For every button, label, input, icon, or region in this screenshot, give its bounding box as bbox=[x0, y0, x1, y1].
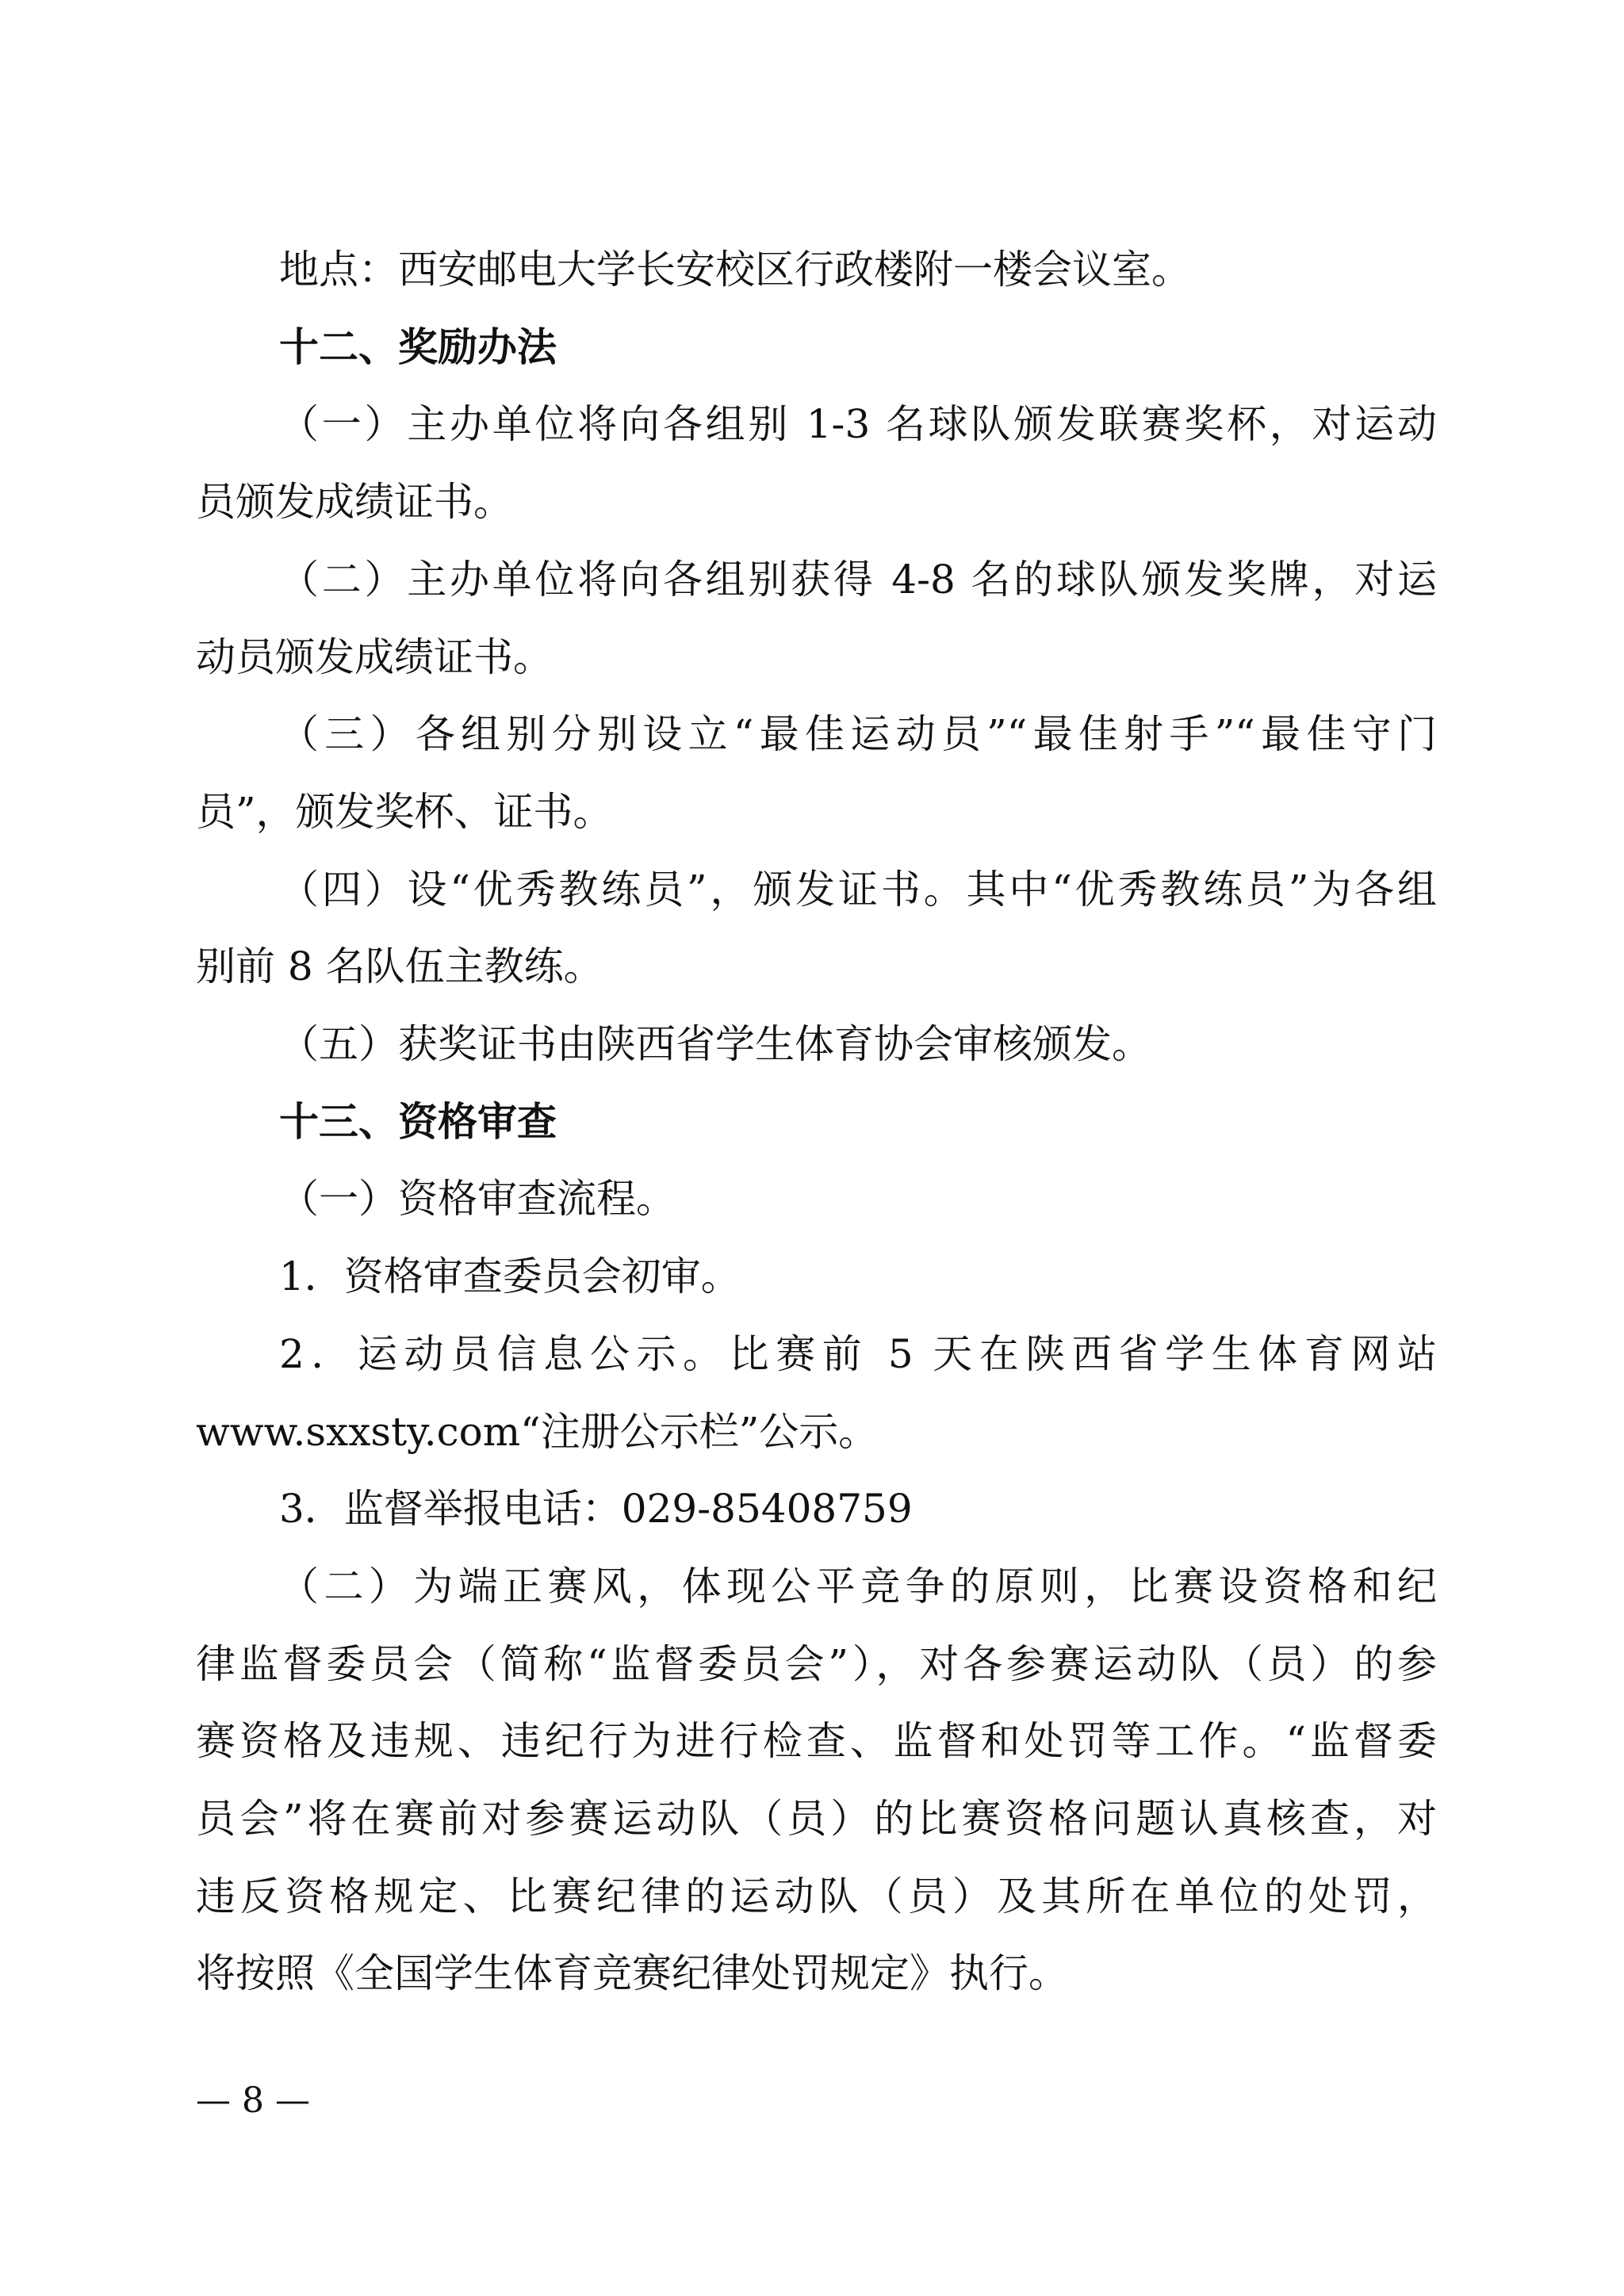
section-heading-awards bbox=[196, 309, 1437, 387]
text-line: 员”，颁发奖杯、证书。 bbox=[196, 788, 613, 835]
eligibility-step-2 bbox=[196, 1316, 1437, 1471]
heading-text: 十三、资格审查 bbox=[279, 1098, 557, 1145]
section-heading-eligibility bbox=[196, 1084, 1437, 1161]
awards-item-3 bbox=[196, 696, 1437, 851]
heading-text: 十二、奖励办法 bbox=[279, 323, 557, 370]
text-line: 1．资格审查委员会初审。 bbox=[279, 1253, 741, 1300]
text-line: 地点：西安邮电大学长安校区行政楼附一楼会议室。 bbox=[279, 247, 1191, 293]
text-line: 员颁发成绩证书。 bbox=[196, 479, 513, 526]
text-line: （一）资格审查流程。 bbox=[279, 1176, 676, 1223]
awards-item-2 bbox=[196, 541, 1437, 696]
eligibility-step-3 bbox=[196, 1471, 1437, 1548]
text-line: （四）设“优秀教练员”，颁发证书。其中“优秀教练员”为各组 bbox=[279, 866, 1437, 913]
text-line: 3．监督举报电话：029-85408759 bbox=[279, 1486, 913, 1533]
awards-item-4 bbox=[196, 851, 1437, 1006]
eligibility-item-2 bbox=[196, 1548, 1437, 2013]
text-line: 律监督委员会（简称“监督委员会”），对各参赛运动队（员）的参 bbox=[196, 1640, 1437, 1687]
text-line: 赛资格及违规、违纪行为进行检查、监督和处罚等工作。“监督委 bbox=[196, 1718, 1437, 1765]
text-line: （一）主办单位将向各组别 1-3 名球队颁发联赛奖杯，对运动 bbox=[279, 401, 1437, 448]
text-line: 违反资格规定、比赛纪律的运动队（员）及其所在单位的处罚， bbox=[196, 1873, 1437, 1919]
text-line: （五）获奖证书由陕西省学生体育协会审核颁发。 bbox=[279, 1021, 1151, 1068]
page-number: — 8 — bbox=[196, 2080, 310, 2121]
text-line: 2．运动员信息公示。比赛前 5 天在陕西省学生体育网站 bbox=[279, 1330, 1437, 1377]
text-line: 员会”将在赛前对参赛运动队（员）的比赛资格问题认真核查，对 bbox=[196, 1796, 1437, 1843]
text-line: 别前 8 名队伍主教练。 bbox=[196, 943, 603, 990]
venue-line bbox=[196, 232, 1437, 309]
text-line: （二）为端正赛风，体现公平竞争的原则，比赛设资格和纪 bbox=[279, 1563, 1437, 1609]
text-line: （二）主办单位将向各组别获得 4-8 名的球队颁发奖牌，对运 bbox=[279, 556, 1437, 603]
text-line: 将按照《全国学生体育竞赛纪律处罚规定》执行。 bbox=[196, 1950, 1068, 1997]
document-body bbox=[196, 232, 1437, 2013]
awards-item-5 bbox=[196, 1006, 1437, 1084]
eligibility-step-1 bbox=[196, 1238, 1437, 1316]
text-line: （三）各组别分别设立“最佳运动员”“最佳射手”“最佳守门 bbox=[279, 711, 1437, 758]
text-line: 动员颁发成绩证书。 bbox=[196, 633, 553, 680]
text-line: www.sxxsty.com“注册公示栏”公示。 bbox=[196, 1408, 879, 1455]
eligibility-item-1 bbox=[196, 1161, 1437, 1238]
awards-item-1 bbox=[196, 386, 1437, 541]
